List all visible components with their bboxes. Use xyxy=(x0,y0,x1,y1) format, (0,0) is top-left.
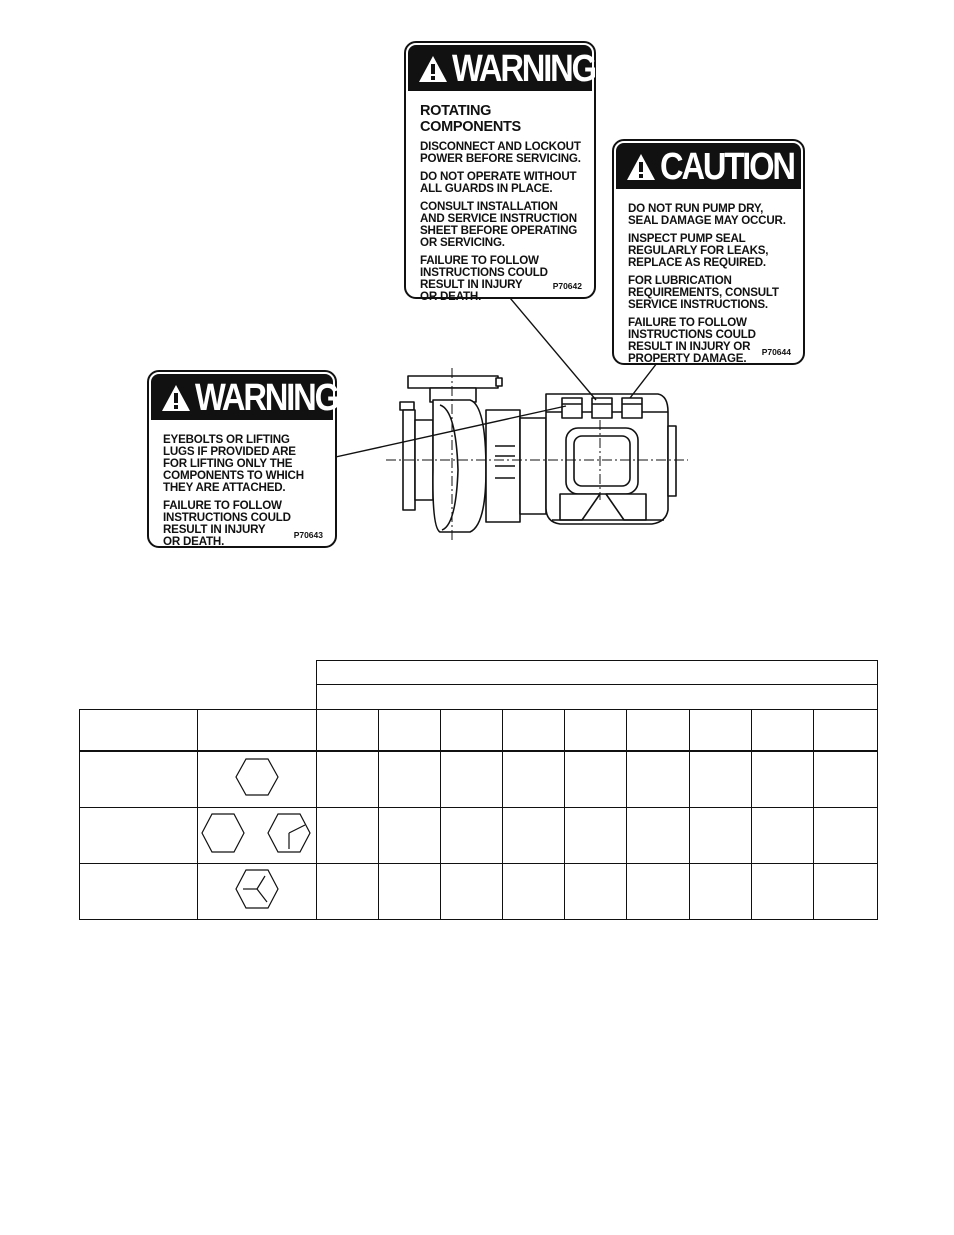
table-cell xyxy=(198,751,317,808)
warning-line: DISCONNECT AND LOCKOUT POWER BEFORE SERVICING. xyxy=(420,140,581,165)
warning-line: FAILURE TO FOLLOW INSTRUCTIONS COULD RESULT IN INJURY OR DEATH. xyxy=(420,254,548,303)
table-header-cell xyxy=(317,685,878,710)
table-cell xyxy=(80,864,198,920)
table-row xyxy=(80,751,878,808)
table-cell xyxy=(441,808,503,864)
table-header-cell xyxy=(441,710,503,752)
label-code: P70644 xyxy=(761,347,791,357)
caution-line: DO NOT RUN PUMP DRY, SEAL DAMAGE MAY OCCUR. xyxy=(628,202,786,227)
warning-header xyxy=(151,374,338,420)
table-cell xyxy=(503,864,565,920)
table-cell xyxy=(198,808,317,864)
caution-line: FOR LUBRICATION REQUIREMENTS, CONSULT SERVICE INSTRUCTIONS. xyxy=(628,274,779,311)
table-cell xyxy=(503,751,565,808)
table-cell xyxy=(627,808,690,864)
table-header-cell xyxy=(814,710,878,752)
hex-bolt-icon xyxy=(235,757,279,797)
caution-header xyxy=(616,143,801,189)
warning-line: FAILURE TO FOLLOW INSTRUCTIONS COULD RESULT IN INJURY OR DEATH. xyxy=(163,499,291,548)
warning-line: CONSULT INSTALLATION AND SERVICE INSTRUCTION SHEET BEFORE OPERATING OR SERVICING. xyxy=(420,200,578,249)
table-cell xyxy=(441,751,503,808)
table-cell xyxy=(752,864,814,920)
table-header-cell xyxy=(80,710,198,752)
bolt-spec-table xyxy=(79,660,878,920)
table-cell xyxy=(80,808,198,864)
table-cell xyxy=(627,864,690,920)
table-header-cell xyxy=(503,710,565,752)
table-cell xyxy=(814,808,878,864)
table-header-cell xyxy=(752,710,814,752)
table-header-cell xyxy=(317,661,878,685)
warning-line: DO NOT OPERATE WITHOUT ALL GUARDS IN PLACE. xyxy=(420,170,577,195)
caution-header-text: CAUTION xyxy=(660,146,794,188)
table-row xyxy=(80,661,878,685)
warning-header-text: WARNING xyxy=(452,48,595,90)
table-header-cell xyxy=(198,710,317,752)
table-cell xyxy=(752,751,814,808)
warning-title: ROTATING COMPONENTS xyxy=(420,103,521,135)
table-cell xyxy=(690,808,752,864)
warning-triangle-icon xyxy=(161,384,191,412)
table-header-cell xyxy=(565,710,627,752)
table-row xyxy=(80,864,878,920)
warning-label-eyebolts xyxy=(147,370,337,548)
table-cell xyxy=(565,751,627,808)
table-cell xyxy=(198,864,317,920)
table-cell xyxy=(317,808,379,864)
table-cell xyxy=(317,864,379,920)
label-code: P70643 xyxy=(293,530,323,540)
table-header-cell xyxy=(379,710,441,752)
table-cell xyxy=(752,808,814,864)
table-cell xyxy=(80,751,198,808)
table-cell xyxy=(379,808,441,864)
table-row xyxy=(80,685,878,710)
table-cell xyxy=(379,864,441,920)
table-cell xyxy=(379,751,441,808)
caution-line: INSPECT PUMP SEAL REGULARLY FOR LEAKS, REPLACE AS REQUIRED. xyxy=(628,232,769,269)
table-cell xyxy=(317,751,379,808)
label-code: P70642 xyxy=(552,281,582,291)
table-cell xyxy=(814,751,878,808)
table-cell xyxy=(565,808,627,864)
table-cell xyxy=(814,864,878,920)
table-cell xyxy=(627,751,690,808)
warning-line: EYEBOLTS OR LIFTING LUGS IF PROVIDED ARE FOR LIFTING ONLY THE COMPONENTS TO WHICH THEY ARE ATTACHED. xyxy=(163,433,304,494)
table-cell xyxy=(690,864,752,920)
warning-triangle-icon xyxy=(418,55,448,83)
table-cell xyxy=(565,864,627,920)
warning-label-rotating-components xyxy=(404,41,596,303)
table-header-cell xyxy=(690,710,752,752)
hex-bolt-grade-marks-icon xyxy=(235,868,279,910)
caution-label-pump-seal xyxy=(612,139,805,365)
table-cell xyxy=(690,751,752,808)
warning-header-text: WARNING xyxy=(195,377,338,419)
caution-line: FAILURE TO FOLLOW INSTRUCTIONS COULD RESULT IN INJURY OR PROPERTY DAMAGE. xyxy=(628,316,756,365)
table-header-cell xyxy=(627,710,690,752)
table-row xyxy=(80,710,878,752)
warning-header xyxy=(408,45,595,91)
warning-triangle-icon xyxy=(626,153,656,181)
table-header-cell xyxy=(317,710,379,752)
table-cell xyxy=(503,808,565,864)
table-row xyxy=(80,808,878,864)
hex-bolt-with-grade-marks-icon xyxy=(201,811,313,855)
table-cell xyxy=(441,864,503,920)
